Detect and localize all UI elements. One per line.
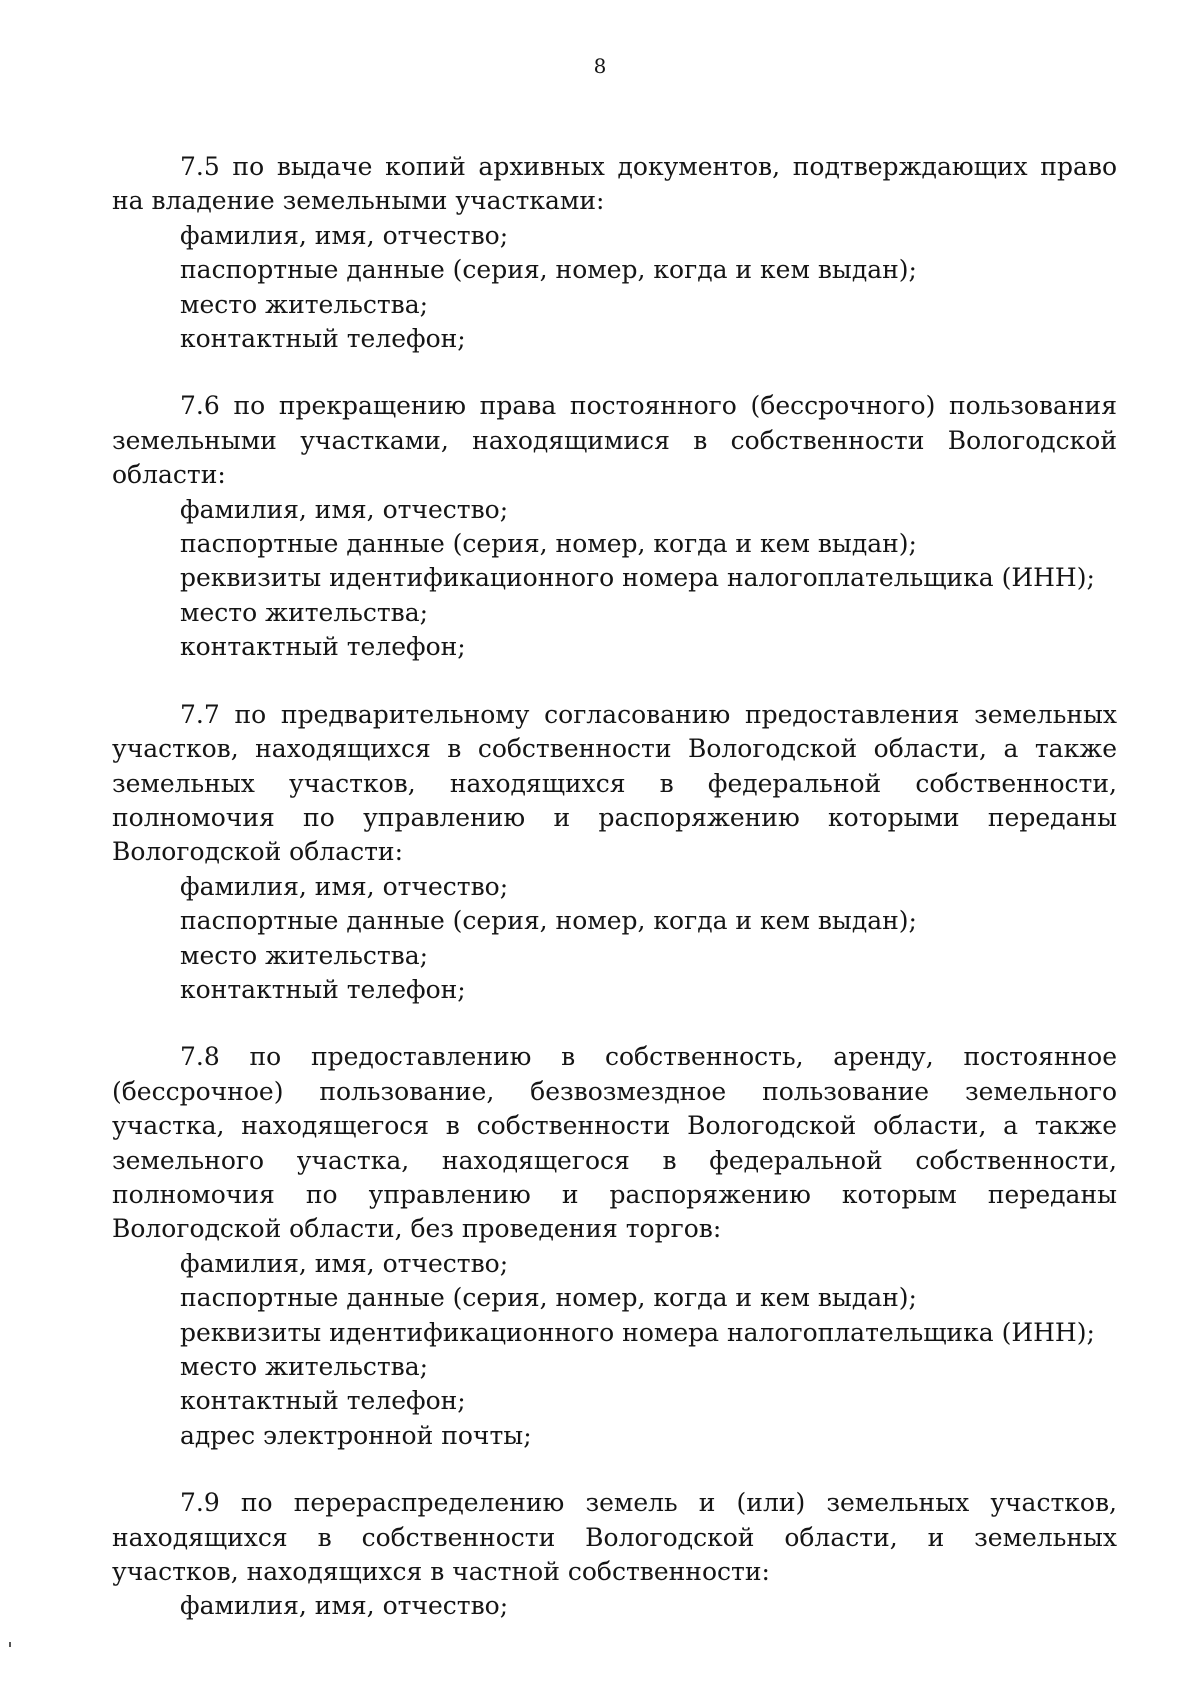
list-item: паспортные данные (серия, номер, когда и кем выдан); [180,255,917,285]
data-item-list [112,1247,1117,1453]
section-heading: 7.9 по перераспределению земель и (или) земельных участков, находящихся в собственности Вологодской области, и земельных участков, находящихся в частной собственности: [112,1488,1117,1587]
list-item: фамилия, имя, отчество; [180,1248,509,1278]
data-item-list [112,219,1117,357]
list-item: контактный телефон; [180,974,466,1004]
section-heading: 7.8 по предоставлению в собственность, аренду, постоянное (бессрочное) пользование, безвозмездное пользование земельного участка, находящегося в собственности Вологодской области, а также земельного участка, находящегося в федеральной собственности, полномочия по управлению и распоряжению которым переданы Вологодской области, без проведения торгов: [112,1042,1117,1244]
list-item: контактный телефон; [180,632,466,662]
list-item: паспортные данные (серия, номер, когда и кем выдан); [180,906,917,936]
list-item: адрес электронной почты; [180,1420,532,1450]
list-item: реквизиты идентификационного номера налогоплательщика (ИНН); [180,1317,1095,1347]
list-item: фамилия, имя, отчество; [180,1591,509,1621]
list-item: место жительства; [180,289,429,319]
list-item: контактный телефон; [180,324,466,354]
section-heading: 7.7 по предварительному согласованию предоставления земельных участков, находящихся в собственности Вологодской области, а также земельных участков, находящихся в федеральной собственности, полномочия по управлению и распоряжению которыми переданы Вологодской области: [112,699,1117,867]
page-number: 8 [593,54,607,78]
data-item-list [112,1589,1117,1623]
list-item: контактный телефон; [180,1386,466,1416]
list-item: фамилия, имя, отчество; [180,871,509,901]
scan-edge-mark [9,1642,11,1647]
data-item-list [112,870,1117,1008]
section-heading: 7.5 по выдаче копий архивных документов, подтверждающих право на владение земельными участками: [112,152,1117,216]
list-item: место жительства; [180,1352,429,1381]
section-heading: 7.6 по прекращению права постоянного (бессрочного) пользования земельными участками, находящимися в собственности Вологодской области: [112,391,1117,490]
list-item: паспортные данные (серия, номер, когда и кем выдан); [180,1283,917,1313]
list-item: фамилия, имя, отчество; [180,494,509,524]
section-7-8 [112,1040,1117,1453]
list-item: место жительства; [180,940,429,970]
document-body [112,150,1117,1624]
list-item: реквизиты идентификационного номера налогоплательщика (ИНН); [180,563,1095,593]
list-item: фамилия, имя, отчество; [180,220,509,250]
data-item-list [112,493,1117,665]
section-7-6 [112,389,1117,664]
list-item: паспортные данные (серия, номер, когда и кем выдан); [180,529,917,559]
section-7-9 [112,1486,1117,1624]
section-7-7 [112,698,1117,1008]
list-item: место жительства; [180,597,429,627]
section-7-5 [112,150,1117,356]
